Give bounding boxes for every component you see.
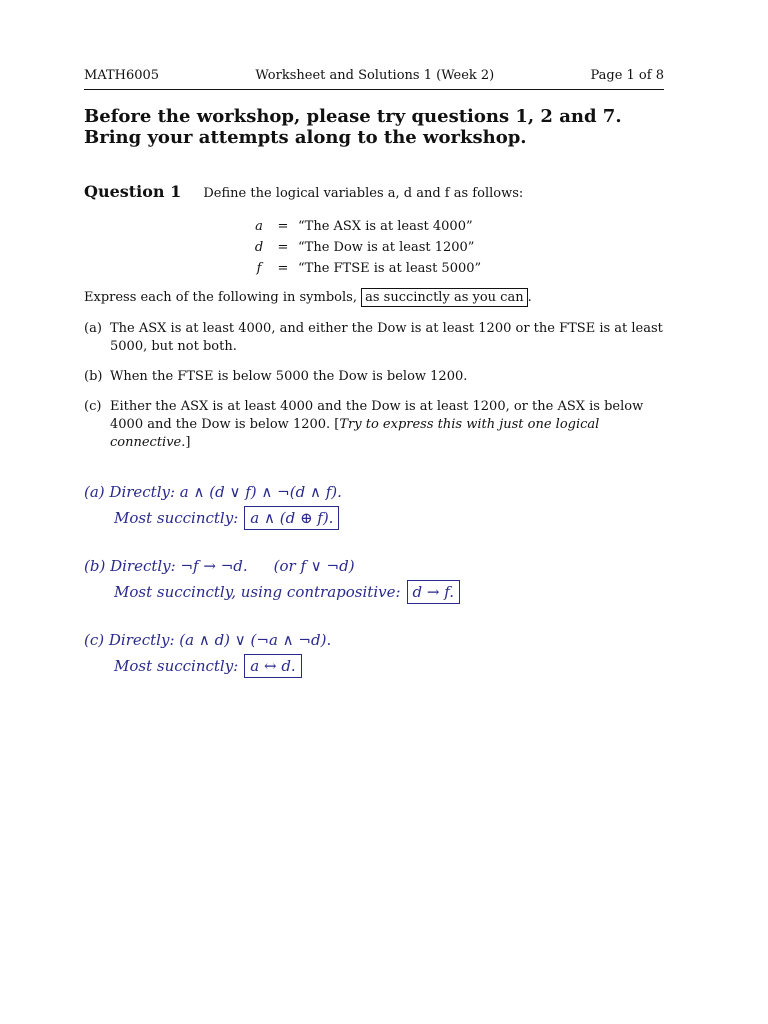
definition-equals: = <box>277 261 289 276</box>
worksheet-title: Worksheet and Solutions 1 (Week 2) <box>255 68 495 83</box>
question-part-a <box>84 320 668 356</box>
part-hint-end: ] <box>185 435 191 450</box>
intro-instructions <box>84 106 684 148</box>
definition-variable: a <box>255 219 263 234</box>
solution-succinct-answer: a ∧ (d ⊕ f). <box>244 506 339 530</box>
solution-succinct-label: Most succinctly: <box>114 657 239 675</box>
solution-direct: (b) Directly: ¬f → ¬d. <box>84 557 248 575</box>
solution-direct-line <box>84 480 684 504</box>
question-part-c <box>84 398 668 452</box>
solution-direct: (c) Directly: (a ∧ d) ∨ (¬a ∧ ¬d). <box>84 631 332 649</box>
page-header <box>84 68 664 90</box>
solutions <box>84 480 684 702</box>
question-heading <box>84 182 684 201</box>
express-prefix: Express each of the following in symbols, <box>84 290 357 305</box>
variable-definitions <box>250 216 481 279</box>
definition-equals: = <box>277 219 289 234</box>
part-label: (a) <box>84 321 102 336</box>
solution-succinct-label: Most succinctly: <box>114 509 239 527</box>
definition-text: “The FTSE is at least 5000” <box>298 261 482 276</box>
part-text: Either the ASX is at least 4000 and the Dow is at least 1200, or the ASX is below 4000 and the Dow is below 1200. [ <box>110 399 644 432</box>
solution-direct: (a) Directly: a ∧ (d ∨ f) ∧ ¬(d ∧ f). <box>84 483 342 501</box>
question-part-b <box>84 368 668 386</box>
course-code: MATH6005 <box>84 68 160 83</box>
definition-text: “The Dow is at least 1200” <box>298 240 475 255</box>
solution-direct-line <box>84 554 684 578</box>
solution-succinct-line <box>84 504 684 532</box>
question-label: Question 1 <box>84 182 182 201</box>
solution-succinct-answer: a ↔ d. <box>244 654 301 678</box>
solution-succinct-label: Most succinctly, using contrapositive: <box>114 583 401 601</box>
part-text: When the FTSE is below 5000 the Dow is below 1200. <box>110 369 468 384</box>
definition-text: “The ASX is at least 4000” <box>298 219 473 234</box>
part-label: (c) <box>84 399 102 414</box>
part-label: (b) <box>84 369 103 384</box>
definition-row <box>250 258 481 279</box>
solution-b <box>84 554 684 606</box>
solution-alternative: (or f ∨ ¬d) <box>273 557 355 575</box>
express-suffix: . <box>527 290 532 305</box>
definition-variable: d <box>254 240 264 255</box>
solution-a <box>84 480 684 532</box>
solution-succinct-line <box>84 578 684 606</box>
definition-row <box>250 216 481 237</box>
express-instruction <box>84 290 532 305</box>
part-text-wrap <box>110 398 668 452</box>
definition-variable: f <box>256 261 262 276</box>
intro-line-2: Bring your attempts along to the workshop. <box>84 127 527 148</box>
definition-row <box>250 237 481 258</box>
solution-direct-line <box>84 628 684 652</box>
solution-succinct-line <box>84 652 684 680</box>
solution-succinct-answer: d → f. <box>407 580 461 604</box>
question-parts <box>84 320 668 464</box>
question-prompt: Define the logical variables a, d and f as follows: <box>203 186 524 201</box>
definition-equals: = <box>277 240 289 255</box>
part-text: The ASX is at least 4000, and either the Dow is at least 1200 or the FTSE is at least 5000, but not both. <box>110 321 663 354</box>
express-boxed: as succinctly as you can <box>361 288 527 307</box>
part-hint: Try to express this with just one logical connective. <box>110 417 600 450</box>
solution-c <box>84 628 684 680</box>
page-number: Page 1 of 8 <box>590 68 664 83</box>
intro-line-1: Before the workshop, please try questions 1, 2 and 7. <box>84 106 622 127</box>
